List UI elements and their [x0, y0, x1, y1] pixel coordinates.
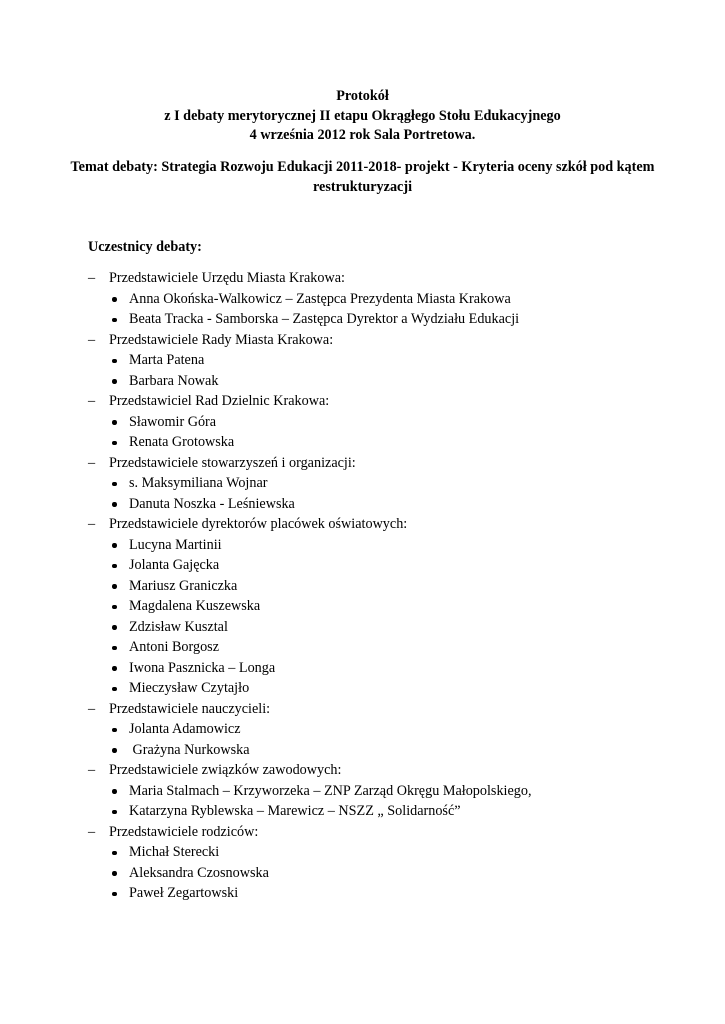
participant-group [0, 514, 725, 699]
member-name: Marta Patena [129, 352, 205, 368]
member-list [0, 289, 725, 330]
dash-marker: – [88, 393, 96, 409]
list-item [0, 432, 725, 453]
member-name: Michał Sterecki [129, 844, 220, 860]
list-item [0, 412, 725, 433]
group-title [0, 268, 725, 289]
dash-marker: – [88, 762, 96, 778]
list-item [0, 740, 725, 761]
member-name: Zdzisław Kusztal [129, 618, 228, 635]
bullet-icon [112, 625, 117, 630]
list-item [0, 863, 725, 884]
member-name: s. Maksymiliana Wojnar [129, 475, 268, 491]
group-title [0, 822, 725, 843]
dash-marker: – [88, 454, 96, 471]
dash-marker: – [88, 823, 96, 840]
dash-marker: – [88, 700, 96, 717]
member-name: Jolanta Adamowicz [129, 721, 241, 737]
list-item [0, 535, 725, 556]
bullet-icon [112, 318, 117, 323]
member-list [0, 412, 725, 453]
list-item [0, 637, 725, 658]
bullet-icon [112, 789, 117, 794]
bullet-icon [112, 379, 117, 384]
list-item [0, 883, 725, 904]
group-title-text: Przedstawiciele rodziców: [109, 823, 259, 840]
bullet-icon [112, 851, 117, 856]
list-item [0, 658, 725, 679]
bullet-icon [112, 420, 117, 425]
member-name: Beata Tracka - Samborska – Zastępca Dyrektor a Wydziału Edukacji [129, 311, 520, 327]
member-name: Antoni Borgosz [129, 639, 219, 655]
dash-marker: – [88, 331, 96, 348]
member-name: Grażyna Nurkowska [129, 741, 250, 758]
member-name: Maria Stalmach – Krzyworzeka – ZNP Zarząd Okręgu Małopolskiego, [129, 782, 532, 799]
member-name: Mariusz Graniczka [129, 577, 238, 594]
bullet-icon [112, 666, 117, 671]
debate-topic: Temat debaty: Strategia Rozwoju Edukacji 2011-2018- projekt - Kryteria oceny szkół pod kątem restrukturyzacji [70, 159, 655, 195]
list-item [0, 781, 725, 802]
bullet-icon [112, 728, 117, 733]
list-item [0, 309, 725, 330]
bullet-icon [112, 441, 117, 446]
member-name: Jolanta Gajęcka [129, 557, 220, 573]
participant-group [0, 453, 725, 515]
bullet-icon [112, 892, 117, 897]
member-list [0, 719, 725, 760]
participants-heading: Uczestnicy debaty: [88, 239, 202, 255]
list-item [0, 371, 725, 392]
list-item [0, 350, 725, 371]
group-title [0, 699, 725, 720]
member-name: Iwona Pasznicka – Longa [129, 659, 276, 676]
list-item [0, 576, 725, 597]
group-title [0, 330, 725, 351]
document-date-place: 4 września 2012 rok Sala Portretowa. [249, 127, 476, 143]
bullet-icon [112, 359, 117, 364]
group-title [0, 453, 725, 474]
bullet-icon [112, 646, 117, 651]
participant-group [0, 330, 725, 392]
list-item [0, 596, 725, 617]
bullet-icon [112, 687, 117, 692]
participant-group [0, 822, 725, 904]
group-title-text: Przedstawiciele związków zawodowych: [109, 762, 342, 778]
group-title-text: Przedstawiciele stowarzyszeń i organizacji: [109, 454, 356, 471]
member-name: Paweł Zegartowski [129, 885, 239, 901]
dash-marker: – [88, 516, 96, 532]
participant-group [0, 391, 725, 453]
bullet-icon [112, 482, 117, 487]
member-list [0, 535, 725, 699]
member-name: Mieczysław Czytajło [129, 680, 250, 696]
document-subtitle: z I debaty merytorycznej II etapu Okrągłego Stołu Edukacyjnego [164, 107, 561, 124]
list-item [0, 719, 725, 740]
member-name: Magdalena Kuszewska [129, 598, 261, 614]
list-item [0, 842, 725, 863]
participant-group [0, 268, 725, 330]
group-title-text: Przedstawiciele nauczycieli: [109, 700, 271, 717]
group-title-text: Przedstawiciele Rady Miasta Krakowa: [109, 331, 334, 348]
group-title [0, 514, 725, 535]
member-list [0, 350, 725, 391]
list-item [0, 801, 725, 822]
member-name: Anna Okońska-Walkowicz – Zastępca Prezydenta Miasta Krakowa [129, 290, 511, 307]
member-name: Renata Grotowska [129, 434, 235, 450]
bullet-icon [112, 502, 117, 507]
group-title [0, 391, 725, 412]
bullet-icon [112, 871, 117, 876]
participant-group [0, 760, 725, 822]
member-name: Sławomir Góra [129, 413, 217, 430]
list-item [0, 494, 725, 515]
member-list [0, 781, 725, 822]
member-name: Barbara Nowak [129, 372, 219, 389]
bullet-icon [112, 543, 117, 548]
bullet-icon [112, 564, 117, 569]
list-item [0, 555, 725, 576]
bullet-icon [112, 748, 117, 753]
member-name: Katarzyna Ryblewska – Marewicz – NSZZ „ Solidarność” [129, 803, 461, 819]
group-title-text: Przedstawiciele Urzędu Miasta Krakowa: [109, 270, 345, 286]
member-name: Lucyna Martinii [129, 536, 222, 553]
bullet-icon [112, 584, 117, 589]
document-header [0, 87, 725, 146]
member-list [0, 473, 725, 514]
member-name: Danuta Noszka - Leśniewska [129, 495, 295, 512]
list-item [0, 473, 725, 494]
document-title: Protokół [336, 88, 389, 104]
member-name: Aleksandra Czosnowska [129, 864, 269, 881]
bullet-icon [112, 605, 117, 610]
participant-groups-list [0, 268, 725, 904]
dash-marker: – [88, 270, 96, 286]
bullet-icon [112, 297, 117, 302]
group-title-text: Przedstawiciele dyrektorów placówek oświatowych: [109, 516, 408, 532]
list-item [0, 617, 725, 638]
list-item [0, 678, 725, 699]
group-title-text: Przedstawiciel Rad Dzielnic Krakowa: [109, 393, 330, 409]
group-title [0, 760, 725, 781]
member-list [0, 842, 725, 904]
participant-group [0, 699, 725, 761]
bullet-icon [112, 810, 117, 815]
list-item [0, 289, 725, 310]
